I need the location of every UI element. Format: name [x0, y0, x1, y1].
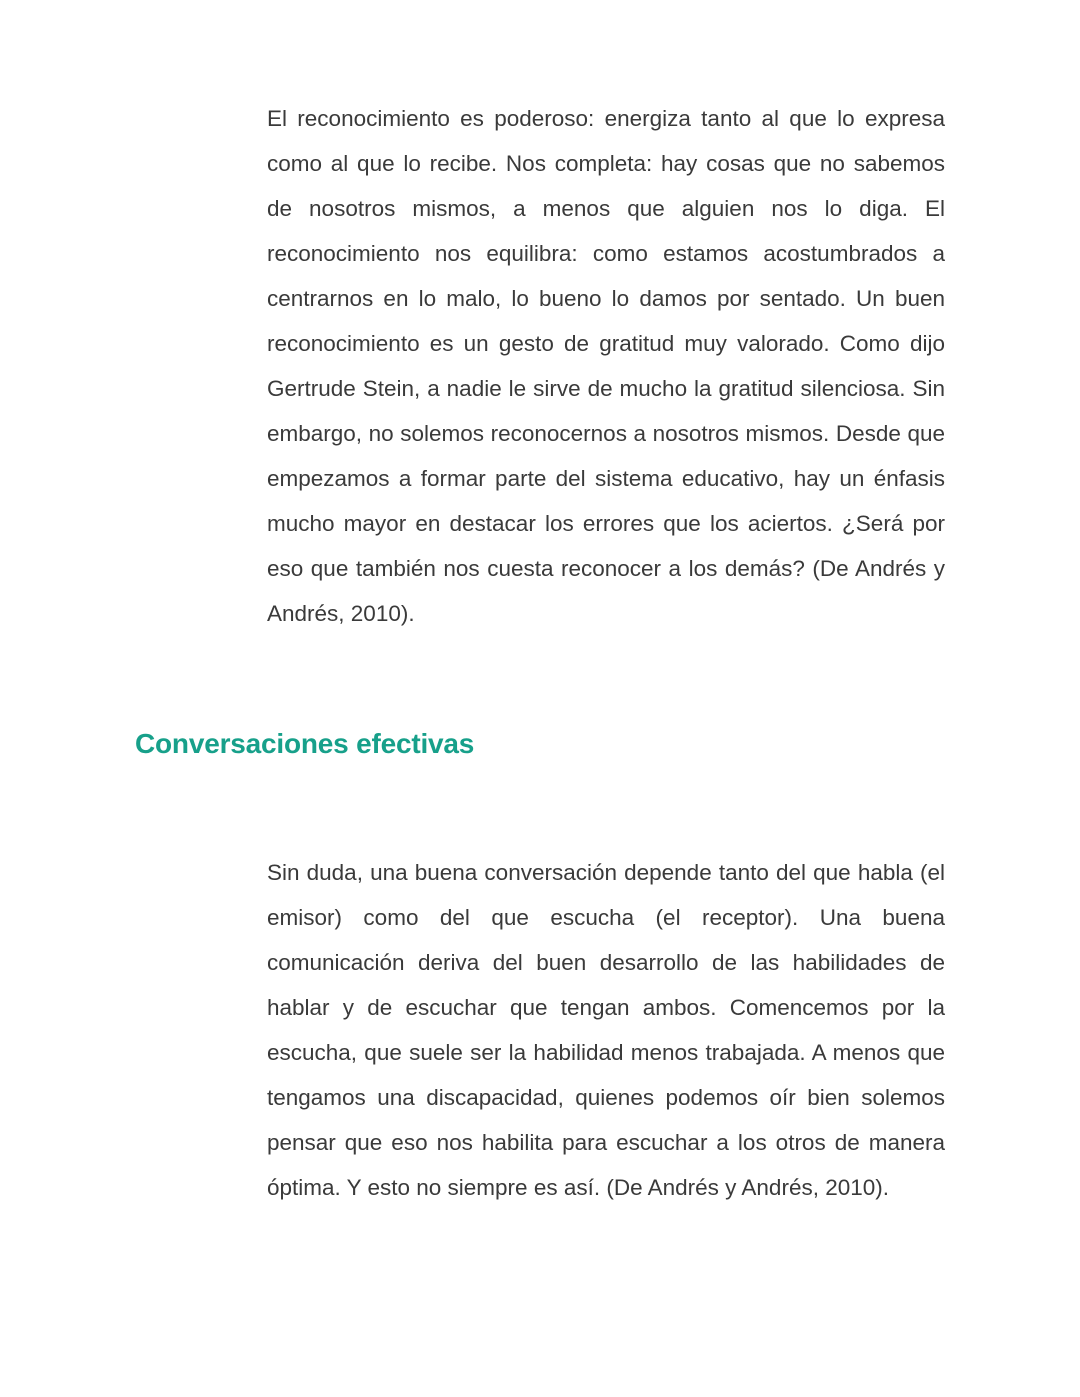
body-paragraph-conversaciones: Sin duda, una buena conversación depende tanto del que habla (el emisor) como del que escucha (el receptor). Una buena comunicación deriva del buen desarrollo de las habilidades de hablar y de escuchar que tengan ambos. Comencemos por la escucha, que suele ser la habilidad menos trabajada. A menos que tengamos una discapacidad, quienes podemos oír bien solemos pensar que eso nos habilita para escuchar a los otros de manera óptima. Y esto no siempre es así. (De Andrés y Andrés, 2010). — [267, 860, 945, 1200]
body-paragraph-reconocimiento: El reconocimiento es poderoso: energiza tanto al que lo expresa como al que lo recibe. Nos completa: hay cosas que no sabemos de nosotros mismos, a menos que alguien nos lo diga. El reconocimiento nos equilibra: como estamos acostumbrados a centrarnos en lo malo, lo bueno lo damos por sentado. Un buen reconocimiento es un gesto de gratitud muy valorado. Como dijo Gertrude Stein, a nadie le sirve de mucho la gratitud silenciosa. Sin embargo, no solemos reconocernos a nosotros mismos. Desde que empezamos a formar parte del sistema educativo, hay un énfasis mucho mayor en destacar los errores que los aciertos. ¿Será por eso que también nos cuesta reconocer a los demás? (De Andrés y Andrés, 2010). — [267, 106, 945, 626]
section-heading: Conversaciones efectivas — [135, 728, 475, 759]
